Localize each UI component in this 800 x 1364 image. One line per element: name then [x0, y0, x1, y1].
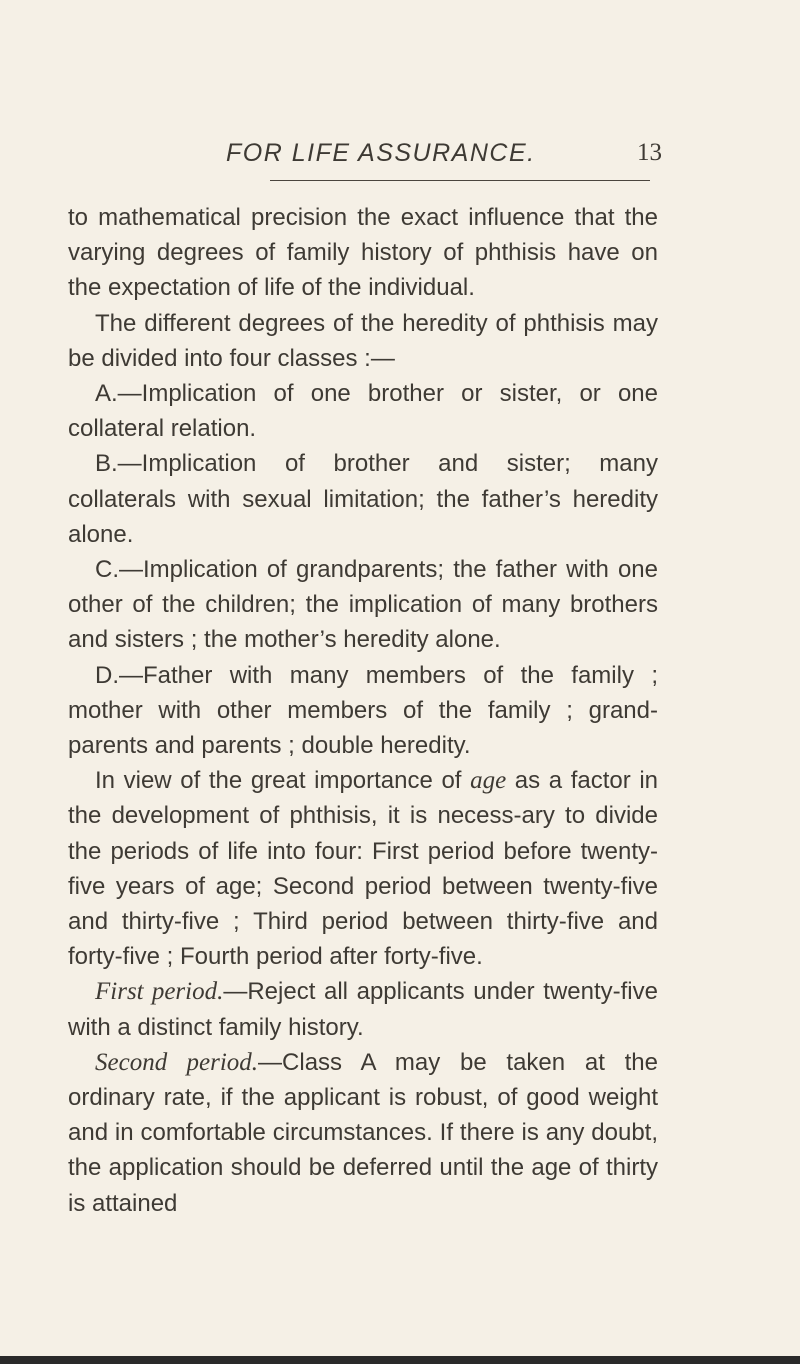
- second-period-heading: Second period.: [95, 1048, 259, 1076]
- paragraph-class-a: A.—Implication of one brother or sister, or one collateral relation.: [68, 380, 658, 443]
- paragraph-heredity-classes-intro: The different degrees of the heredity of phthisis may be divided into four classes :—: [68, 309, 658, 372]
- page-bottom-edge: [0, 1356, 800, 1364]
- paragraph-continuation: to mathematical precision the exact influence that the varying degrees of family history of phthisis have on the expectation of life of the individual.: [68, 204, 658, 302]
- age-emphasis: age: [470, 767, 507, 795]
- paragraph-class-d: D.—Father with many members of the family ; mother with other members of the family ; grand-parents and parents ; double heredity.: [68, 661, 658, 760]
- body-text: [68, 200, 658, 1221]
- second-period-text: —Class A may be taken at the ordinary rate, if the applicant is robust, of good weight and in comfortable circumstances. If there is any doubt, the application should be deferred until the age of thirty is attained: [68, 1048, 658, 1217]
- first-period-text: —Reject all applicants under twenty-five with a distinct family history.: [68, 978, 658, 1041]
- running-title: FOR LIFE ASSURANCE.: [226, 139, 536, 167]
- paragraph-class-c: C.—Implication of grandparents; the father with one other of the children; the implication of many brothers and sisters ; the mother’s heredity alone.: [68, 556, 658, 654]
- header-rule: [270, 180, 650, 181]
- paragraph-class-b: B.—Implication of brother and sister; many collaterals with sexual limitation; the father’s heredity alone.: [68, 450, 658, 548]
- page-header: [0, 138, 800, 168]
- paragraph-first-period: [68, 974, 658, 1044]
- paragraph-second-period: [68, 1045, 658, 1221]
- first-period-heading: First period.: [95, 978, 224, 1006]
- paragraph-age-periods: [68, 763, 658, 974]
- age-text-after: as a factor in the development of phthisis, it is necess-ary to divide the periods of life into four: First period before twenty-five years of age; Second period between twenty-five and thirty-five ; Third period between thirty-five and forty-five ; Fourth period after forty-five.: [68, 767, 658, 971]
- age-text-before: In view of the great importance of: [95, 767, 471, 795]
- page-number: 13: [637, 139, 662, 166]
